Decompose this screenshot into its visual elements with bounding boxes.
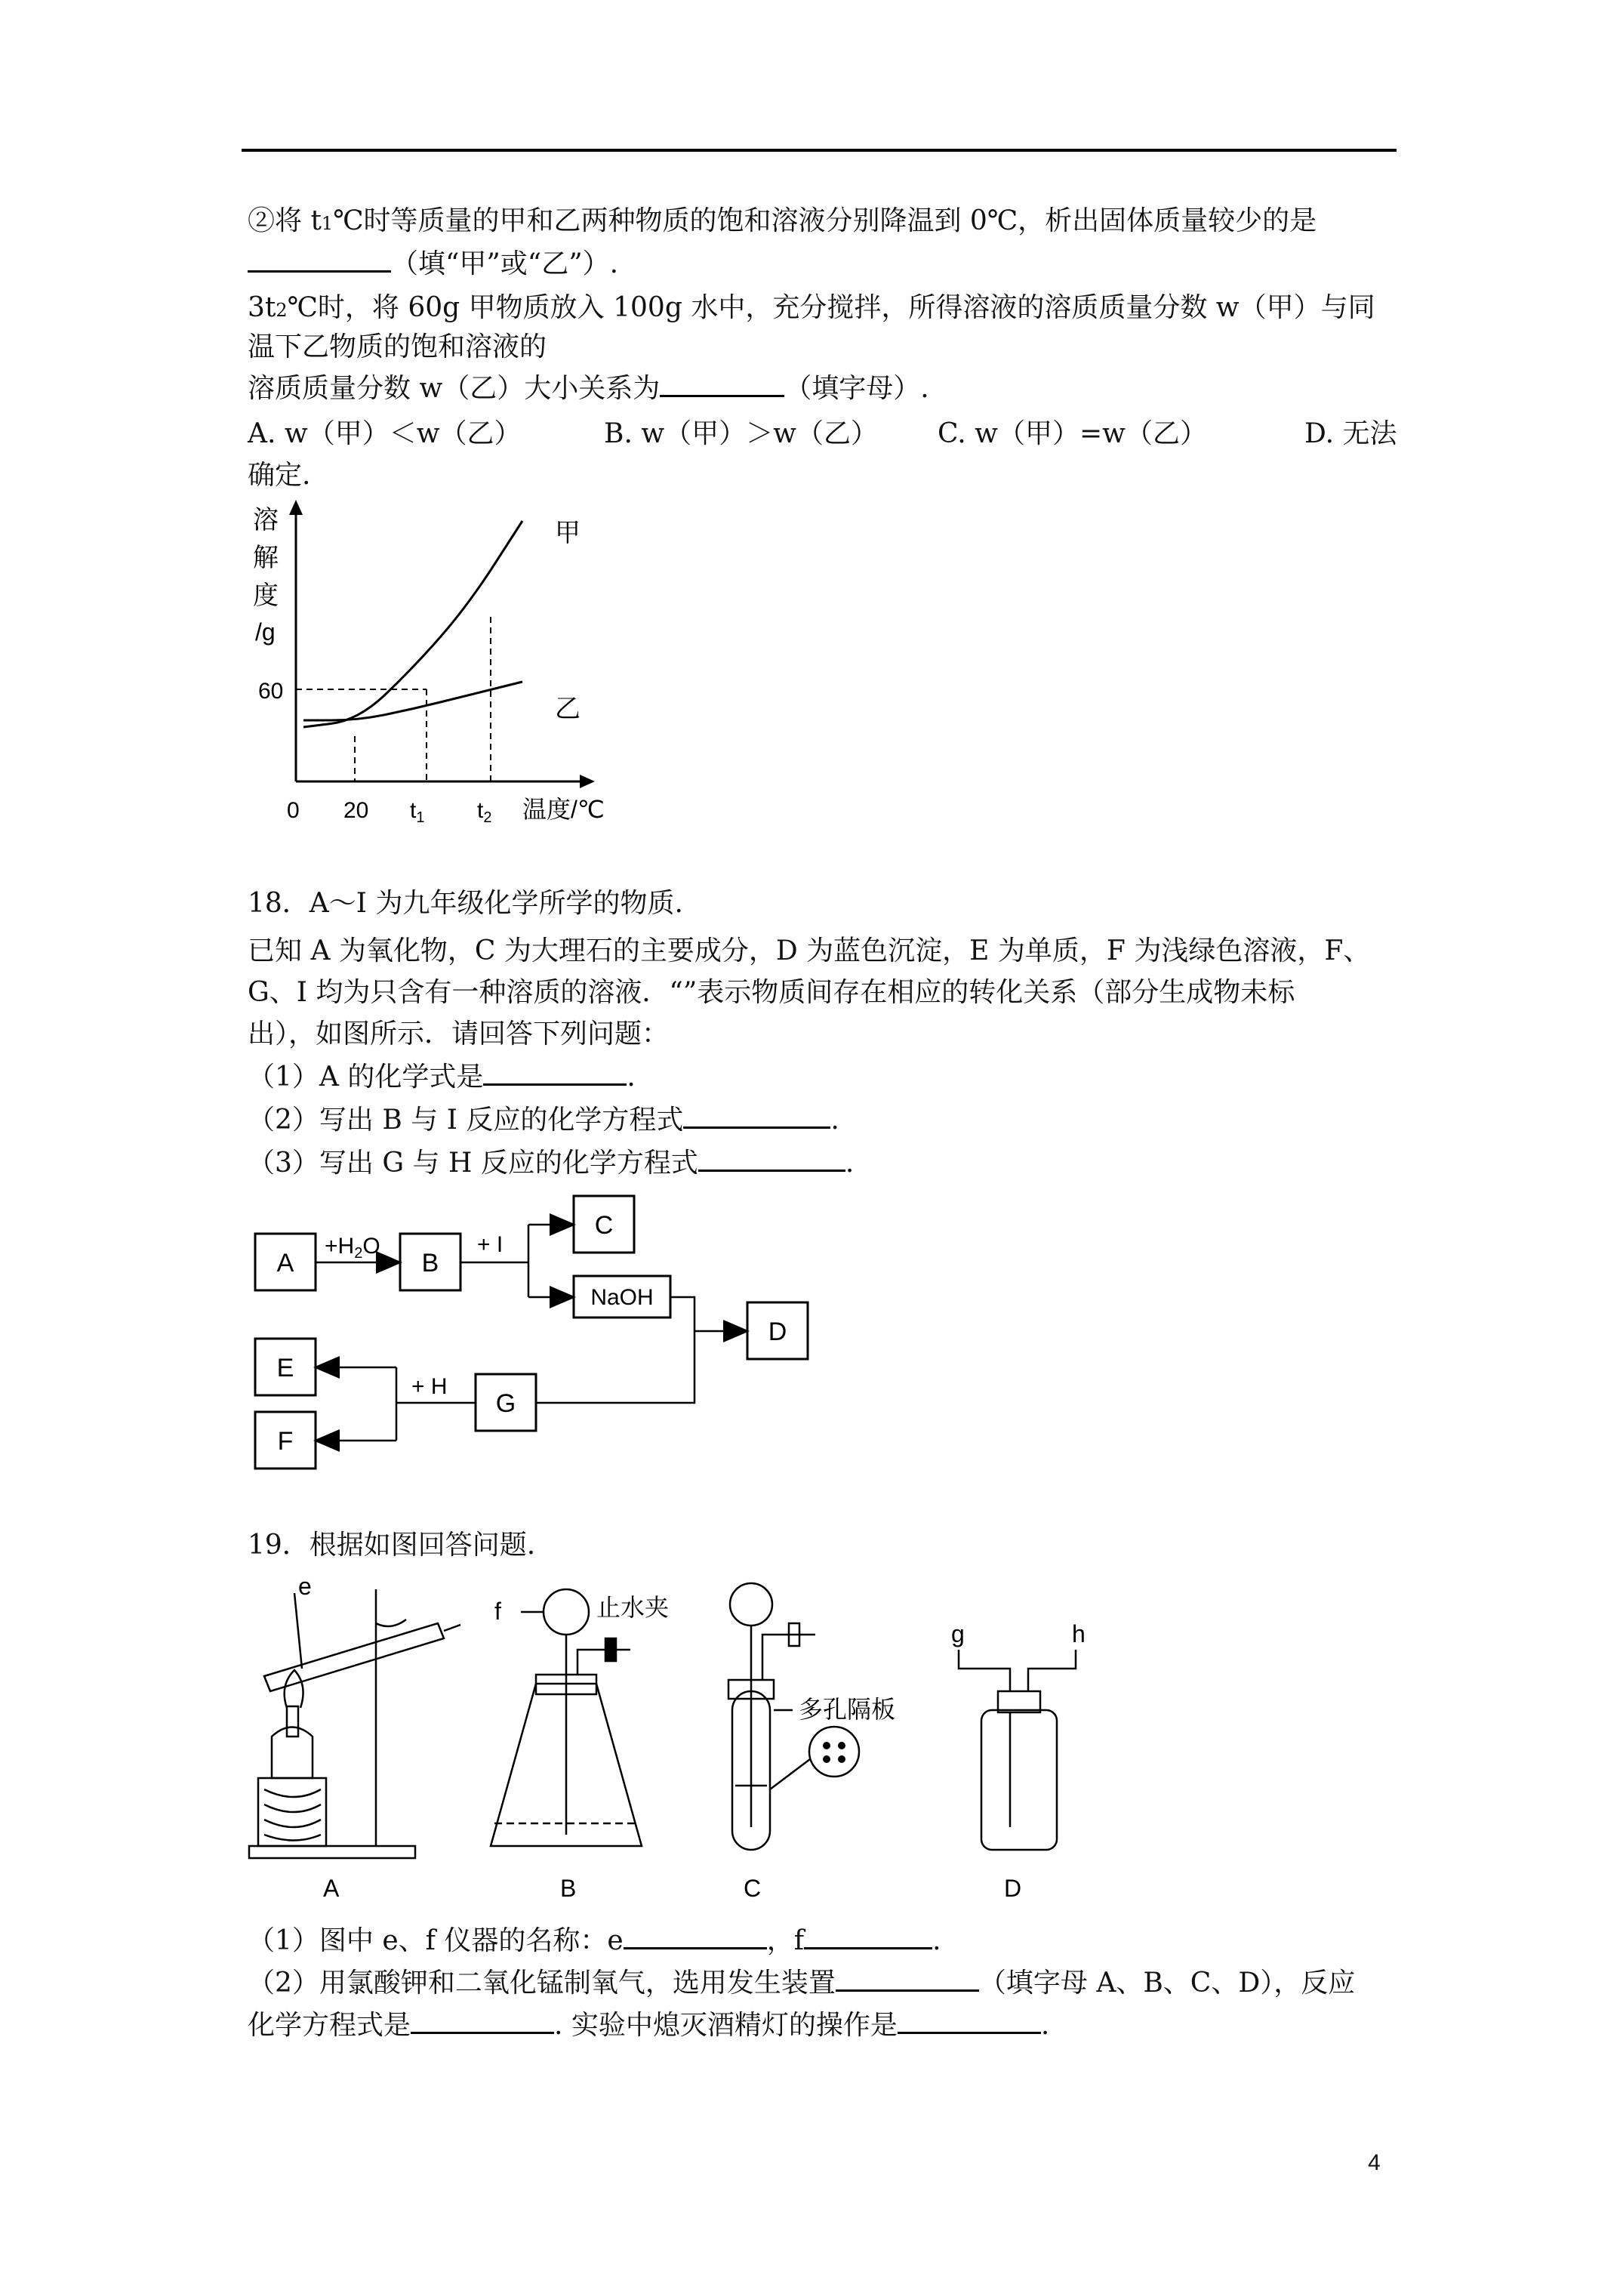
gas-bottle — [981, 1710, 1057, 1850]
label-c: C — [594, 1211, 614, 1240]
tube-outlet — [444, 1625, 460, 1631]
test-tube-a — [264, 1623, 444, 1691]
label-g: G — [495, 1389, 516, 1418]
ylabel-char-3: 度 — [253, 581, 279, 610]
lamp-wick — [287, 1706, 298, 1737]
option-c: C. w（甲）=w（乙） — [938, 418, 1207, 449]
ylabel-char-2: 解 — [253, 544, 279, 572]
apparatus-figure — [234, 1578, 1163, 1910]
answer-blank[interactable] — [836, 1967, 979, 1992]
arrow-label-h: + H — [411, 1374, 448, 1399]
q18-sub3: （3）写出 G 与 H 反应的化学方程式 . — [248, 1148, 855, 1179]
q17-part2-line1: ②将 t1℃时等质量的甲和乙两种物质的饱和溶液分别降温到 0℃，析出固体质量较少的是 — [248, 205, 1317, 236]
x-axis-label: 温度/℃ — [522, 796, 605, 823]
q17-part2-line2: （填“甲”或“乙”）. — [248, 245, 618, 283]
q18-line1: 已知 A 为氧化物，C 为大理石的主要成分，D 为蓝色沉淀，E 为单质，F 为浅绿色溶液，F、 — [248, 935, 1371, 966]
q19-sub2-line2: 化学方程式是 . 实验中熄灭酒精灯的操作是 . — [248, 2010, 1050, 2041]
answer-blank[interactable] — [698, 1147, 845, 1172]
clamp — [376, 1620, 406, 1626]
caption-b: B — [560, 1875, 577, 1902]
ylabel-unit: /g — [255, 618, 276, 646]
stand-base — [249, 1846, 415, 1858]
label-clip: 止水夹 — [596, 1594, 670, 1621]
caption-a: A — [323, 1875, 340, 1902]
series-yi-line — [303, 682, 522, 720]
page-number: 4 — [1368, 2150, 1381, 2175]
hole — [838, 1742, 845, 1749]
label-e: e — [298, 1578, 312, 1600]
flame — [285, 1670, 303, 1708]
option-d: D. 无法 — [1304, 418, 1397, 449]
q18-line2: G、I 均为只含有一种溶质的溶液．“”表示物质间存在相应的转化关系（部分生成物未标 — [248, 977, 1295, 1008]
guide-lines — [296, 617, 491, 781]
q17-options — [248, 415, 1397, 453]
series-jia-label: 甲 — [555, 519, 581, 547]
label-plate: 多孔隔板 — [799, 1696, 896, 1723]
q18-sub1: （1）A 的化学式是 . — [248, 1062, 636, 1093]
answer-blank[interactable] — [660, 372, 784, 397]
answer-blank[interactable] — [624, 1925, 767, 1949]
arrow-label-i: + I — [477, 1232, 504, 1257]
solubility-chart — [242, 491, 634, 846]
alcohol-lamp — [272, 1727, 313, 1779]
hole — [838, 1755, 845, 1763]
answer-blank[interactable] — [804, 1925, 932, 1949]
label-naoh: NaOH — [590, 1285, 654, 1310]
label-h: h — [1072, 1620, 1086, 1647]
q18-sub2: （2）写出 B 与 I 反应的化学方程式 . — [248, 1105, 839, 1136]
q19-title: 19．根据如图回答问题. — [248, 1530, 536, 1561]
x-tick-20: 20 — [343, 798, 369, 823]
funnel-c — [730, 1583, 772, 1626]
ylabel-char-1: 溶 — [253, 506, 279, 535]
label-f: f — [494, 1598, 501, 1625]
arrow-label-h2o: $+H_2O$ — [325, 1234, 380, 1262]
option-b: B. w（甲）＞w（乙） — [604, 418, 878, 449]
reaction-diagram — [242, 1193, 830, 1480]
pointer-e — [294, 1593, 302, 1669]
tube-g — [959, 1650, 1010, 1691]
delivery-tube-b — [577, 1650, 630, 1675]
plate-detail — [809, 1727, 859, 1777]
apparatus-a — [249, 1589, 460, 1858]
caption-c: C — [744, 1875, 762, 1902]
apparatus-d — [959, 1650, 1076, 1850]
tube-h — [1028, 1650, 1076, 1691]
q19-sub1: （1）图中 e、f 仪器的名称：e ，f . — [248, 1925, 941, 1956]
option-a: A. w（甲）＜w（乙） — [248, 418, 522, 449]
q18-title: 18．A～I 为九年级化学所学的物质. — [248, 888, 683, 919]
apparatus-b — [491, 1589, 642, 1846]
funnel-bulb — [544, 1589, 589, 1635]
wood-grain — [264, 1789, 321, 1841]
q17-option-d-cont: 确定. — [248, 460, 311, 491]
header-rule — [242, 149, 1397, 152]
x-axis-arrow — [580, 775, 595, 788]
plate-pointer — [770, 1759, 810, 1789]
caption-d: D — [1004, 1875, 1022, 1902]
y-axis-arrow — [289, 500, 303, 515]
hole — [823, 1742, 830, 1749]
label-f: F — [277, 1427, 294, 1456]
answer-blank[interactable] — [411, 2009, 554, 2034]
label-d: D — [768, 1318, 787, 1346]
x-tick-t1: $t_1$ — [410, 798, 425, 826]
answer-blank[interactable] — [683, 1104, 830, 1129]
label-b: B — [421, 1249, 439, 1277]
series-jia-line — [303, 521, 522, 727]
answer-blank[interactable] — [898, 2009, 1041, 2034]
label-a: A — [276, 1249, 294, 1277]
series-yi-label: 乙 — [555, 695, 581, 723]
y-tick-60: 60 — [258, 679, 284, 704]
answer-blank[interactable] — [248, 248, 391, 273]
label-g: g — [951, 1620, 965, 1647]
hole — [823, 1755, 830, 1763]
water-clip — [605, 1638, 616, 1661]
x-tick-0: 0 — [287, 798, 300, 823]
x-tick-t2: $t_2$ — [477, 798, 492, 826]
q17-part3-line3: 溶质质量分数 w（乙）大小关系为 （填字母）. — [248, 373, 929, 404]
q19-sub2-line1: （2）用氯酸钾和二氧化锰制氧气，选用发生装置 （填字母 A、B、C、D），反应 — [248, 1968, 1356, 1999]
q17-part3-line2: 温下乙物质的饱和溶液的 — [248, 331, 547, 362]
answer-blank[interactable] — [483, 1061, 627, 1086]
label-e: E — [276, 1354, 294, 1382]
q17-part3-line1: 3t2℃时，将 60g 甲物质放入 100g 水中，充分搅拌，所得溶液的溶质质量分数 w（甲）与同 — [248, 292, 1375, 323]
q18-line3: 出），如图所示．请回答下列问题： — [248, 1019, 670, 1049]
